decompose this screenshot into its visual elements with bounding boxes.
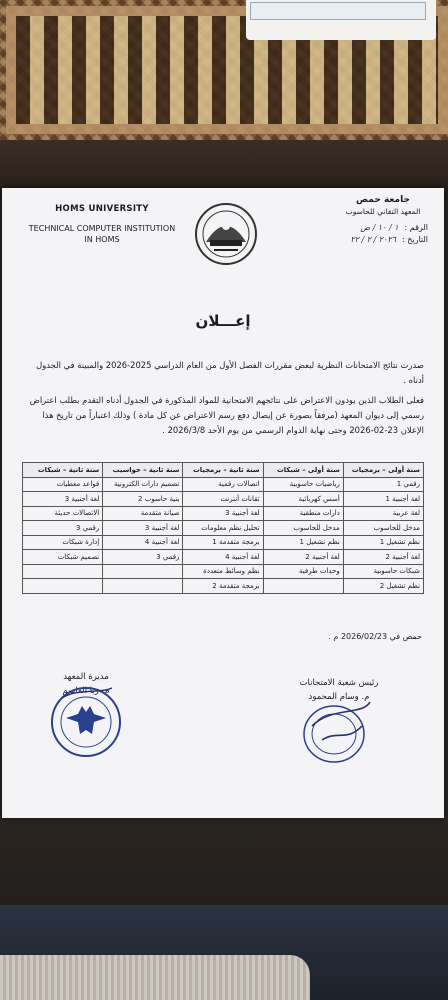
- table-cell: [263, 579, 343, 594]
- table-row: [23, 477, 424, 492]
- table-cell: مدخل للحاسوب: [263, 521, 343, 536]
- table-cell: لغة عربية: [343, 506, 423, 521]
- table-cell: نظم تشغيل 1: [263, 535, 343, 550]
- header-cell: سنة أولى – شبكات: [263, 463, 343, 478]
- table-cell: نظم تشغيل 2: [343, 579, 423, 594]
- table-cell: [103, 579, 183, 594]
- table-cell: لغة أجنبية 3: [23, 492, 103, 507]
- table-cell: قواعد معطيات: [23, 477, 103, 492]
- table-row: [23, 579, 424, 594]
- table-cell: رقمي 1: [343, 477, 423, 492]
- homs-university-emblem-icon: [194, 202, 258, 266]
- date-row: [258, 234, 428, 246]
- table-cell: شبكات حاسوبية: [343, 564, 423, 579]
- director-name: م. ربا القاسم: [62, 686, 110, 696]
- table-cell: [103, 564, 183, 579]
- date-label: التاريخ :: [401, 235, 428, 244]
- announcement-sheet: [2, 188, 444, 818]
- table-cell: لغة أجنبية 1: [343, 492, 423, 507]
- director-title: مديرة المعهد: [63, 672, 109, 682]
- date-value: ٢٠٢٦ / ٢ / ٢٢: [350, 235, 396, 244]
- table-cell: لغة أجنبية 3: [103, 521, 183, 536]
- english-institute-line1: TECHNICAL COMPUTER INSTITUTION: [28, 224, 176, 233]
- exams-head-title: رئيس شعبة الامتحانات: [299, 678, 379, 688]
- issue-date-line: حمص في 2026/02/23 م .: [328, 632, 422, 641]
- table-row: [23, 492, 424, 507]
- english-university-name: HOMS UNIVERSITY: [55, 204, 149, 214]
- announcement-body: [22, 358, 424, 443]
- table-row: [23, 506, 424, 521]
- table-row: [23, 564, 424, 579]
- english-institute-line2: IN HOMS: [84, 235, 120, 244]
- english-letterhead: [22, 204, 182, 245]
- header-cell: سنة أولى – برمجيات: [343, 463, 423, 478]
- reference-value: ١ / ١٠ / ص: [360, 223, 399, 232]
- table-cell: لغة أجنبية 2: [263, 550, 343, 565]
- results-table: [22, 462, 424, 594]
- table-row: [23, 550, 424, 565]
- table-cell: برمجة متقدمة 2: [183, 579, 263, 594]
- table-cell: نظم وسائط متعددة: [183, 564, 263, 579]
- table-cell: لغة أجنبية 2: [343, 550, 423, 565]
- header-cell: سنة ثانية – برمجيات: [183, 463, 263, 478]
- results-table-wrap: [22, 462, 424, 594]
- reference-row: [258, 222, 428, 234]
- eagle-seal-icon: [48, 684, 124, 760]
- table-cell: اتصالات رقمية: [183, 477, 263, 492]
- background-sleeve: [0, 955, 310, 1000]
- table-cell: نظم تشغيل 1: [343, 535, 423, 550]
- table-cell: الاتصالات حديثة: [23, 506, 103, 521]
- body-paragraph-1: صدرت نتائج الامتحانات النظرية لبعض مقررات الفصل الأول من العام الدراسي 2025-2026 والمبينة في الجدول أدناه .: [36, 360, 424, 385]
- table-cell: تصميم شبكات: [23, 550, 103, 565]
- table-cell: برمجة متقدمة 1: [183, 535, 263, 550]
- table-cell: وحدات طرفية: [263, 564, 343, 579]
- table-cell: إدارة شبكات: [23, 535, 103, 550]
- table-row: [23, 521, 424, 536]
- reference-label: الرقم :: [404, 223, 428, 232]
- table-cell: تصميم دارات الكترونية: [103, 477, 183, 492]
- table-header-row: [23, 463, 424, 478]
- announcement-title: إعـــلان: [195, 312, 251, 330]
- table-cell: أسس كهربائية: [263, 492, 343, 507]
- body-paragraph-2: فعلى الطلاب الذين يودون الاعتراض على نتائجهم الامتحانية للمواد المذكورة في الجدول أدناه التقدم بطلب اعتراض رسمي إلى ديوان المعهد (مرفقاً بصورة عن إيصال دفع رسم الاعتراض عن كل مادة ) وذلك اعتباراً من تاريخ هذا الإعلان 23-02-2026 وحتى نهاية الدوام الرسمي من يوم الأحد 2026/3/8 .: [29, 395, 424, 435]
- table-cell: رياضيات حاسوبية: [263, 477, 343, 492]
- table-cell: تقانات أنترنت: [183, 492, 263, 507]
- header-cell: سنة ثانية – شبكات: [23, 463, 103, 478]
- header-cell: سنة ثانية – حواسيب: [103, 463, 183, 478]
- exams-head-name: م. وسام المحمود: [308, 692, 370, 702]
- table-cell: رقمي 3: [23, 521, 103, 536]
- arabic-university-name: جامعة حمص: [356, 195, 410, 205]
- arabic-letterhead: [258, 194, 428, 246]
- arabic-institute-name: المعهد التقاني للحاسوب: [345, 207, 421, 216]
- background-paper-corner: [246, 0, 436, 40]
- table-cell: تحليل نظم معلومات: [183, 521, 263, 536]
- table-cell: دارات منطقية: [263, 506, 343, 521]
- table-cell: [23, 564, 103, 579]
- table-cell: صيانة متقدمة: [103, 506, 183, 521]
- signature-stamp-icon: [292, 696, 382, 766]
- table-cell: لغة أجنبية 4: [103, 535, 183, 550]
- table-cell: لغة أجنبية 4: [183, 550, 263, 565]
- table-cell: بنية حاسوب 2: [103, 492, 183, 507]
- table-cell: مدخل للحاسوب: [343, 521, 423, 536]
- table-row: [23, 535, 424, 550]
- table-cell: لغة أجنبية 3: [183, 506, 263, 521]
- table-cell: [23, 579, 103, 594]
- table-cell: رقمي 3: [103, 550, 183, 565]
